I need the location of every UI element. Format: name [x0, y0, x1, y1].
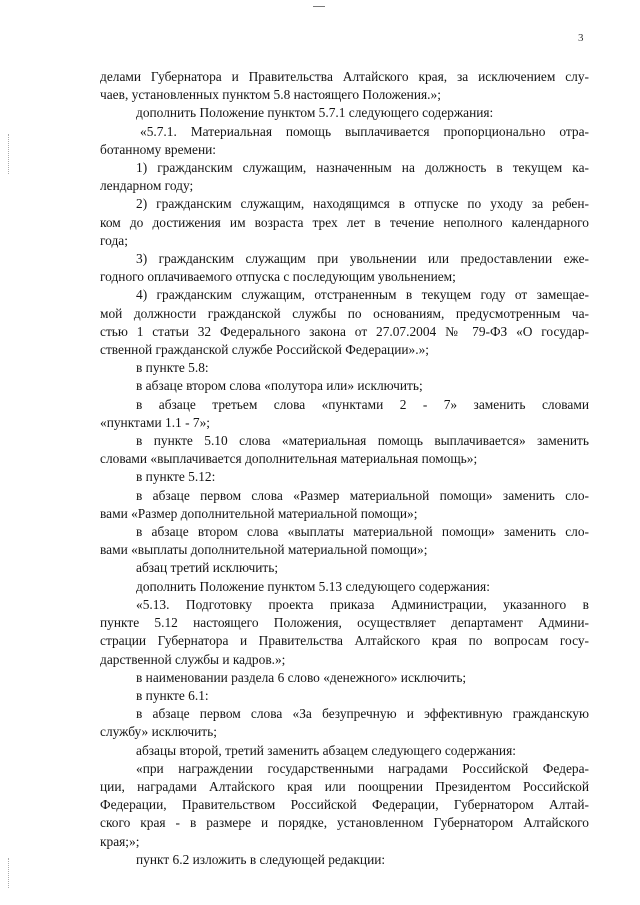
text-line: ственной гражданской службе Российской Федерации».»;: [100, 342, 429, 358]
text-line: ком до достижения им возраста трех лет в течение неполного календарного: [100, 214, 589, 230]
text-line: года;: [100, 232, 128, 248]
scan-margin-mark: [8, 134, 10, 174]
text-line: в абзаце первом слова «За безупречную и эффективную гражданскую: [136, 706, 589, 722]
top-edge-mark: [313, 6, 325, 7]
text-line: в пункте 5.10 слова «материальная помощь выплачивается» заменить: [136, 433, 589, 449]
text-line: 1) гражданским служащим, назначенным на должность в текущем ка-: [136, 160, 589, 176]
text-line: «5.7.1. Материальная помощь выплачивается пропорционально отра-: [140, 123, 589, 139]
text-line: годного оплачиваемого отпуска с последующим увольнением;: [100, 269, 456, 285]
text-line: лендарном году;: [100, 178, 194, 194]
text-line: 4) гражданским служащим, отстраненным в текущем году от замещае-: [136, 287, 589, 303]
text-line: службу» исключить;: [100, 724, 217, 740]
text-line: вами «Размер дополнительной материальной помощи»;: [100, 505, 418, 521]
text-line: 2) гражданским служащим, находящимся в отпуске по уходу за ребен-: [136, 196, 589, 212]
text-line: пункт 6.2 изложить в следующей редакции:: [136, 851, 386, 867]
text-line: «5.13. Подготовку проекта приказа Администрации, указанного в: [136, 596, 589, 612]
text-line: в абзаце первом слова «Размер материальной помощи» заменить сло-: [136, 487, 589, 503]
text-line: края;»;: [100, 833, 140, 849]
text-line: Федерации, Правительством Российской Федерации, Губернатором Алтай-: [100, 797, 589, 813]
text-line: ции, наградами Алтайского края или поощрении Президентом Российской: [100, 778, 589, 794]
text-line: делами Губернатора и Правительства Алтайского края, за исключением слу-: [100, 69, 589, 84]
text-line: в пункте 6.1:: [136, 687, 209, 703]
text-line: страции Губернатора и Правительства Алтайского края по вопросам госу-: [100, 633, 589, 649]
text-line: ботанному времени:: [100, 141, 217, 157]
text-line: в пункте 5.8:: [136, 360, 209, 376]
text-line: дополнить Положение пунктом 5.7.1 следующего содержания:: [136, 105, 494, 121]
text-line: дарственной службы и кадров.»;: [100, 651, 286, 667]
text-line: в пункте 5.12:: [136, 469, 216, 485]
text-line: мой должности гражданской службы по основаниям, предусмотренным ча-: [100, 305, 589, 321]
text-line: вами «выплаты дополнительной материальной помощи»;: [100, 542, 428, 558]
text-line: 3) гражданским служащим при увольнении или предоставлении еже-: [136, 251, 589, 267]
text-line: в абзаце втором слова «полутора или» исключить;: [136, 378, 423, 394]
page-number: 3: [578, 32, 584, 44]
text-line: «при награждении государственными наградами Российской Федера-: [136, 760, 589, 776]
text-line: абзац третий исключить;: [136, 560, 279, 576]
text-line: ского края - в размере и порядке, установленном Губернатором Алтайского: [100, 815, 589, 831]
text-line: чаев, установленных пунктом 5.8 настоящего Положения.»;: [100, 87, 441, 103]
text-line: в абзаце третьем слова «пунктами 2 - 7» заменить словами: [136, 396, 589, 412]
text-line: стью 1 статьи 32 Федерального закона от 27.07.2004 № 79-ФЗ «О государ-: [100, 323, 589, 339]
text-line: словами «выплачивается дополнительная материальная помощь»;: [100, 451, 478, 467]
text-line: дополнить Положение пунктом 5.13 следующего содержания:: [136, 578, 490, 594]
text-line: в наименовании раздела 6 слово «денежного» исключить;: [136, 669, 467, 685]
text-line: пункте 5.12 настоящего Положения, осуществляет департамент Админи-: [100, 615, 589, 631]
document-body: [100, 68, 589, 869]
text-line: в абзаце втором слова «выплаты материальной помощи» заменить сло-: [136, 524, 589, 540]
text-line: «пунктами 1.1 - 7»;: [100, 414, 211, 430]
scan-margin-mark-bottom: [8, 858, 10, 888]
text-line: абзацы второй, третий заменить абзацем следующего содержания:: [136, 742, 516, 758]
